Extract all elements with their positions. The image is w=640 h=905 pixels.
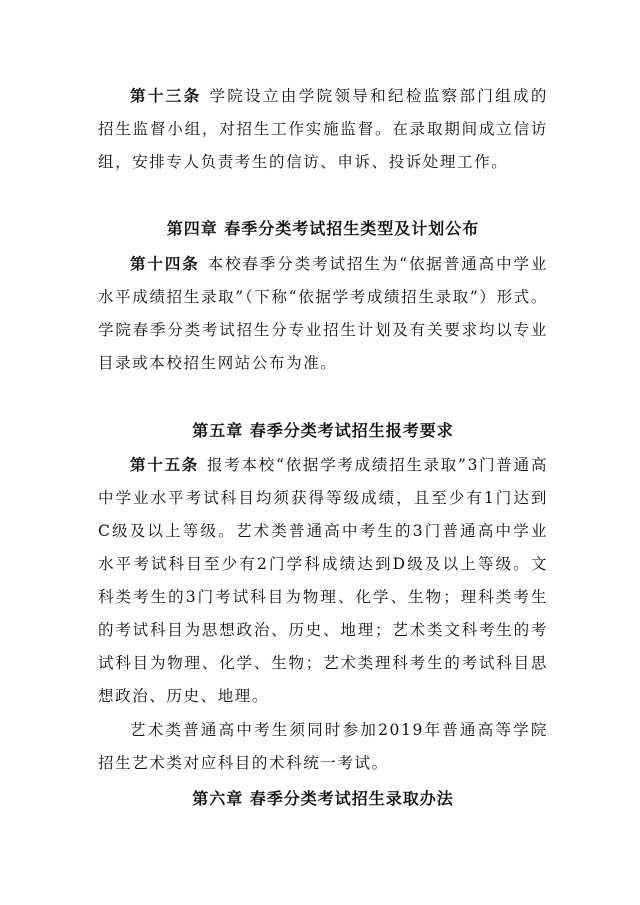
chapter-5-title: 第五章 春季分类考试招生报考要求	[192, 421, 454, 440]
article-14-text: 本校春季分类考试招生为“依据普通高中学业水平成绩招生录取”（下称“依据学考成绩招生录取”）形式。学院春季分类考试招生分专业招生计划及有关要求均以专业目录或本校招生网站公布为准。	[98, 255, 548, 372]
article-15-label: 第十五条	[130, 456, 199, 474]
chapter-4-title: 第四章 春季分类考试招生类型及计划公布	[166, 219, 480, 238]
article-15-paragraph-2: 艺术类普通高中考生须同时参加2019年普通高等学院招生艺术类对应科目的术科统一考试。	[98, 721, 548, 772]
article-14	[98, 248, 548, 380]
article-13	[98, 80, 548, 179]
article-13-text: 学院设立由学院领导和纪检监察部门组成的招生监督小组，对招生工作实施监督。在录取期间成立信访组，安排专人负责考生的信访、申诉、投诉处理工作。	[98, 87, 548, 171]
article-14-label: 第十四条	[130, 255, 200, 273]
article-13-label: 第十三条	[130, 87, 202, 105]
article-15	[98, 449, 548, 713]
article-15-text: 报考本校“依据学考成绩招生录取”3门普通高中学业水平考试科目均须获得等级成绩，且至少有1门达到C级及以上等级。艺术类普通高中考生的3门普通高中学业水平考试科目至少有2门学科成绩达到D级及以上等级。文科类考生的3门考试科目为物理、化学、生物；理科类考生的考试科目为思想政治、历史、地理；艺术类文科考生的考试科目为物理、化学、生物；艺术类理科考生的考试科目思想政治、历史、地理。	[98, 456, 549, 705]
chapter-6-title: 第六章 春季分类考试招生录取办法	[192, 789, 454, 808]
